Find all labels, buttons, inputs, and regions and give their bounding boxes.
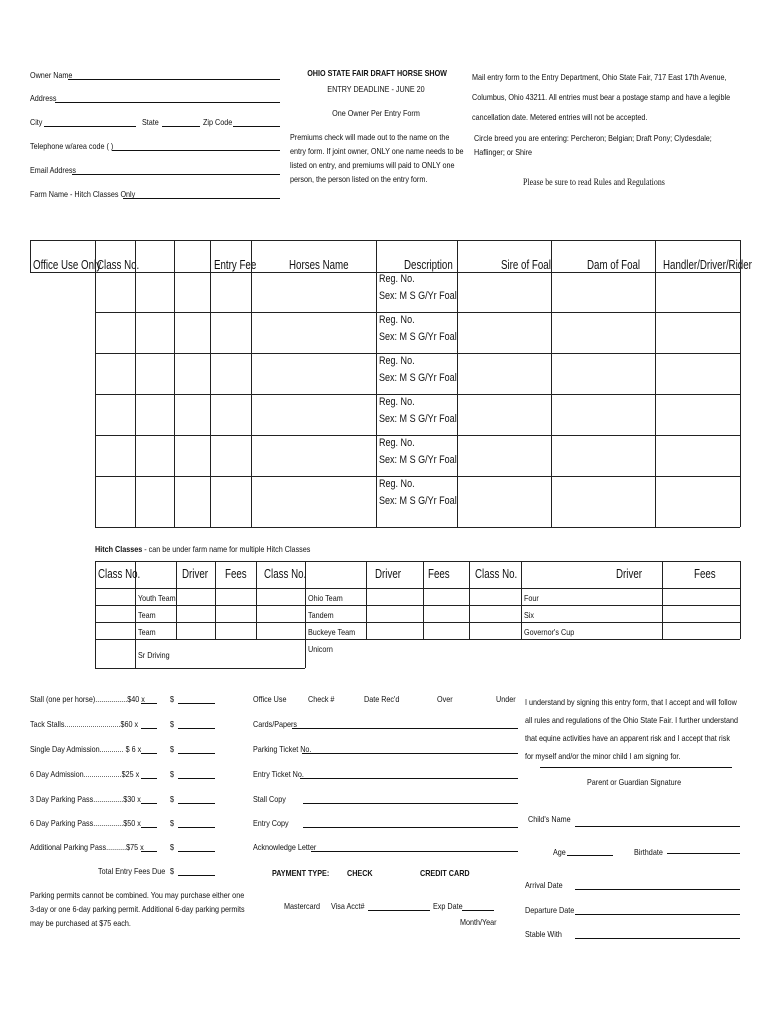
sex-label: Sex: M S G/Yr Foal	[379, 454, 457, 466]
telephone-field[interactable]	[112, 150, 280, 151]
hitch-class-label: Sr Driving	[138, 650, 170, 660]
office-item-field[interactable]	[300, 778, 518, 779]
farm-name-label: Farm Name - Hitch Classes Only	[30, 189, 136, 199]
fee-qty-field[interactable]	[141, 703, 157, 704]
fee-amount-field[interactable]	[178, 753, 215, 754]
hitch-class-label: Governor's Cup	[524, 627, 575, 637]
fee-item: Single Day Admission............ $ 6 x	[30, 744, 142, 754]
hitch-header-class-3: Class No.	[475, 567, 518, 581]
header-dam-of-foal: Dam of Foal	[587, 258, 641, 272]
hitch-class-label: Buckeye Team	[308, 627, 356, 637]
payment-type-label: PAYMENT TYPE:	[272, 868, 330, 878]
header-class-no: Class No.	[97, 258, 140, 272]
birthdate-field[interactable]	[667, 853, 740, 854]
entry-deadline: ENTRY DEADLINE - JUNE 20	[327, 84, 425, 94]
city-field[interactable]	[44, 126, 136, 127]
hitch-class-label: Tandem	[308, 610, 334, 620]
account-number-field[interactable]	[368, 910, 430, 911]
office-item: Cards/Papers	[253, 719, 298, 729]
signature-label: Parent or Guardian Signature	[587, 777, 682, 787]
hitch-class-label: Six	[524, 610, 535, 620]
office-item-field[interactable]	[292, 728, 518, 729]
childs-name-label: Child's Name	[528, 814, 571, 824]
sex-label: Sex: M S G/Yr Foal	[379, 290, 457, 302]
hitch-header-fees-3: Fees	[694, 567, 716, 581]
email-label: Email Address	[30, 165, 77, 175]
arrival-date-field[interactable]	[575, 889, 740, 890]
fee-amount-field[interactable]	[178, 851, 215, 852]
payment-credit-option[interactable]: CREDIT CARD	[420, 868, 470, 878]
hitch-heading-bold: Hitch Classes	[95, 544, 143, 554]
fee-qty-field[interactable]	[141, 803, 157, 804]
parking-note: Parking permits cannot be combined. You may purchase either one 3-day or one 6-day parking permit. Additional 6-day parking permits may be purchased at $75 each.	[30, 890, 245, 928]
hitch-heading	[95, 544, 310, 554]
address-label: Address	[30, 93, 57, 103]
departure-date-label: Departure Date	[525, 905, 575, 915]
childs-name-field[interactable]	[575, 826, 740, 827]
owner-name-label: Owner Name	[30, 70, 73, 80]
stable-with-field[interactable]	[575, 938, 740, 939]
fee-amount-field[interactable]	[178, 803, 215, 804]
form-title: OHIO STATE FAIR DRAFT HORSE SHOW	[307, 68, 447, 78]
total-amount-field[interactable]	[178, 875, 215, 876]
fee-item: 6 Day Admission...................$25 x	[30, 769, 140, 779]
signature-field[interactable]	[540, 767, 732, 768]
payment-check-option[interactable]: CHECK	[347, 868, 373, 878]
exp-date-field[interactable]	[462, 910, 494, 911]
hitch-header-driver-3: Driver	[616, 567, 643, 581]
fee-qty-field[interactable]	[141, 778, 157, 779]
farm-name-field[interactable]	[123, 198, 280, 199]
hitch-header-driver-2: Driver	[375, 567, 402, 581]
reg-no-label: Reg. No.	[379, 355, 415, 367]
hitch-class-label: Team	[138, 610, 156, 620]
hitch-header-driver-1: Driver	[182, 567, 209, 581]
fee-item: Additional Parking Pass..........$75 x	[30, 842, 144, 852]
month-year-label: Month/Year	[460, 917, 497, 927]
zip-field[interactable]	[233, 126, 280, 127]
hitch-header-class-1: Class No.	[98, 567, 141, 581]
birthdate-label: Birthdate	[634, 847, 663, 857]
state-label: State	[142, 117, 159, 127]
fee-item: Tack Stalls............................$60 x	[30, 719, 139, 729]
departure-date-field[interactable]	[575, 914, 740, 915]
breed-instructions: Circle breed you are entering: Percheron; Belgian; Draft Pony; Clydesdale; Haflinger; or Shire	[474, 133, 712, 157]
sex-label: Sex: M S G/Yr Foal	[379, 413, 457, 425]
age-field[interactable]	[567, 855, 613, 856]
visa-acct-label: Visa Acct#	[331, 901, 365, 911]
mail-instructions: Mail entry form to the Entry Department, Ohio State Fair, 717 East 17th Avenue, Columbus, Ohio 43211. All entries must bear a postage stamp and have a legible cancellation date. Metered entries will not be accepted.	[472, 72, 731, 122]
reg-no-label: Reg. No.	[379, 314, 415, 326]
fee-amount-field[interactable]	[178, 703, 215, 704]
header-office-use: Office Use Only	[33, 258, 102, 272]
fee-item: 6 Day Parking Pass...............$50 x	[30, 818, 141, 828]
premiums-note: Premiums check will made out to the name on the entry form. If joint owner, ONLY one name needs to be listed on entry, and premiums will paid to ONLY one person, the person listed on the entry form.	[290, 132, 464, 184]
office-item-field[interactable]	[311, 851, 518, 852]
office-use-label: Office Use	[253, 694, 287, 704]
fee-item: Stall (one per horse)................$40 x	[30, 694, 145, 704]
office-item-field[interactable]	[302, 753, 518, 754]
hitch-header-fees-2: Fees	[428, 567, 450, 581]
hitch-class-label: Team	[138, 627, 156, 637]
header-horses-name: Horses Name	[289, 258, 349, 272]
fee-qty-field[interactable]	[141, 827, 157, 828]
reg-no-label: Reg. No.	[379, 273, 415, 285]
sex-label: Sex: M S G/Yr Foal	[379, 495, 457, 507]
mastercard-option[interactable]: Mastercard	[284, 901, 321, 911]
hitch-class-label: Four	[524, 593, 539, 603]
zip-label: Zip Code	[203, 117, 233, 127]
office-item: Stall Copy	[253, 794, 286, 804]
city-label: City	[30, 117, 43, 127]
address-field[interactable]	[55, 102, 280, 103]
dollar-sign: $	[170, 719, 175, 729]
office-item: Entry Ticket No.	[253, 769, 304, 779]
one-owner-note: One Owner Per Entry Form	[332, 108, 420, 118]
state-field[interactable]	[162, 126, 200, 127]
header-handler: Handler/Driver/Rider	[663, 258, 752, 272]
arrival-date-label: Arrival Date	[525, 880, 563, 890]
header-sire-of-foal: Sire of Foal	[501, 258, 551, 272]
hitch-class-label: Ohio Team	[308, 593, 343, 603]
hitch-class-label: Unicorn	[308, 644, 333, 654]
over-label: Over	[437, 694, 453, 704]
dollar-sign: $	[170, 694, 175, 704]
stable-with-label: Stable With	[525, 929, 562, 939]
exp-date-label: Exp Date	[433, 901, 463, 911]
date-received-label: Date Rec'd	[364, 694, 400, 704]
owner-name-field[interactable]	[68, 79, 280, 80]
office-item: Parking Ticket No.	[253, 744, 312, 754]
reg-no-label: Reg. No.	[379, 478, 415, 490]
hitch-header-fees-1: Fees	[225, 567, 247, 581]
header-description: Description	[404, 258, 453, 272]
sex-label: Sex: M S G/Yr Foal	[379, 372, 457, 384]
fee-amount-field[interactable]	[178, 778, 215, 779]
office-item-field[interactable]	[303, 827, 518, 828]
hitch-header-class-2: Class No.	[264, 567, 307, 581]
telephone-label: Telephone w/area code ( )	[30, 141, 114, 151]
sex-label: Sex: M S G/Yr Foal	[379, 331, 457, 343]
hitch-heading-rest: - can be under farm name for multiple Hitch Classes	[142, 544, 311, 554]
fee-amount-field[interactable]	[178, 827, 215, 828]
email-field[interactable]	[72, 174, 280, 175]
header-entry-fee: Entry Fee	[214, 258, 257, 272]
reg-no-label: Reg. No.	[379, 396, 415, 408]
fee-item: 3 Day Parking Pass...............$30 x	[30, 794, 141, 804]
agreement-text: I understand by signing this entry form, that I accept and will follow all rules and regulations of the Ohio State Fair. I further understand that equine activities have an apparent risk and I accept that risk for myself and/or the minor child I am signing for.	[525, 697, 738, 761]
dollar-sign: $	[170, 818, 175, 828]
fee-qty-field[interactable]	[141, 851, 157, 852]
dollar-sign: $	[170, 866, 175, 876]
dollar-sign: $	[170, 744, 175, 754]
office-item: Acknowledge Letter	[253, 842, 317, 852]
total-fees-label: Total Entry Fees Due	[98, 866, 166, 876]
fee-amount-field[interactable]	[178, 728, 215, 729]
fee-qty-field[interactable]	[141, 728, 157, 729]
rules-note: Please be sure to read Rules and Regulations	[523, 177, 665, 187]
dollar-sign: $	[170, 769, 175, 779]
under-label: Under	[496, 694, 516, 704]
office-item: Entry Copy	[253, 818, 289, 828]
hitch-class-label: Youth Team	[138, 593, 176, 603]
age-label: Age	[553, 847, 566, 857]
dollar-sign: $	[170, 842, 175, 852]
reg-no-label: Reg. No.	[379, 437, 415, 449]
dollar-sign: $	[170, 794, 175, 804]
fee-qty-field[interactable]	[141, 753, 157, 754]
office-item-field[interactable]	[303, 803, 518, 804]
check-number-label: Check #	[308, 694, 335, 704]
